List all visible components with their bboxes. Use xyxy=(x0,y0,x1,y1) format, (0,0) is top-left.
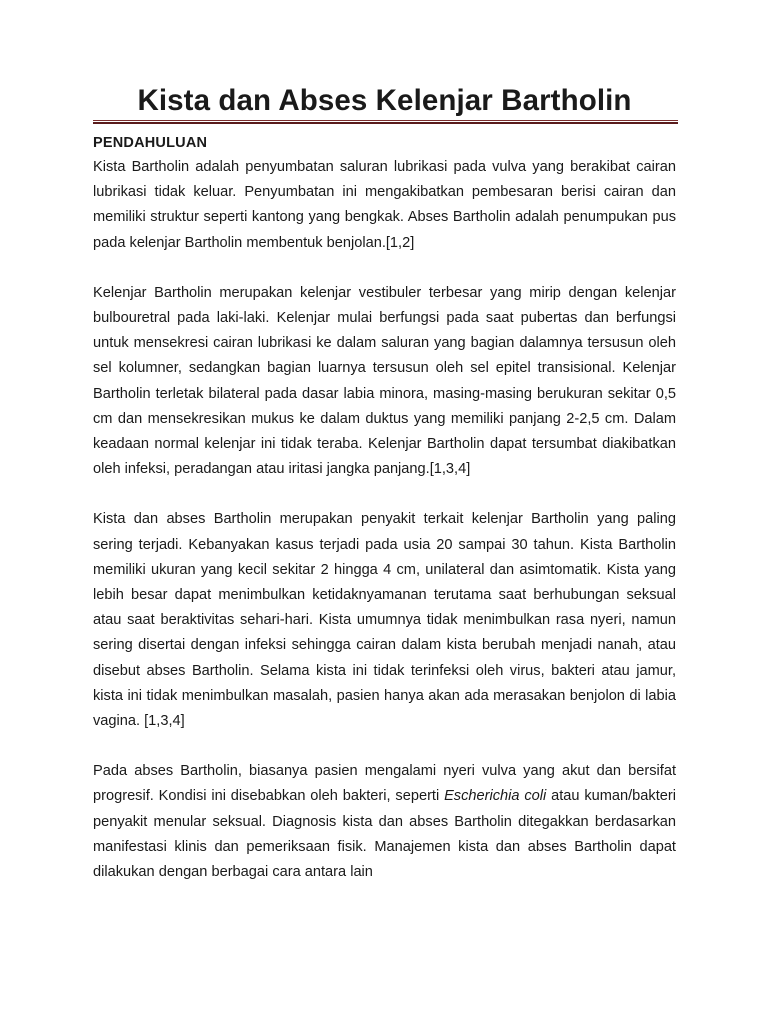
paragraph-4-text-a: Pada abses Bartholin, biasanya pasien mengalami nyeri vulva yang akut dan bersifat progresif. Kondisi ini disebabkan oleh bakteri, seperti xyxy=(93,763,676,805)
document-page xyxy=(93,82,676,885)
paragraph-1: Kista Bartholin adalah penyumbatan saluran lubrikasi pada vulva yang berakibat cairan lubrikasi tidak keluar. Penyumbatan ini mengakibatkan pembesaran berisi cairan dan memiliki struktur seperti kantong yang bengkak. Abses Bartholin adalah penumpukan pus pada kelenjar Bartholin membentuk benjolan.[1,2] xyxy=(93,159,676,251)
species-name-italic: Escherichia coli xyxy=(444,788,547,805)
section-heading: PENDAHULUAN xyxy=(93,135,208,151)
paragraph-4 xyxy=(93,759,676,885)
paragraph-2: Kelenjar Bartholin merupakan kelenjar vestibuler terbesar yang mirip dengan kelenjar bulbouretral pada laki-laki. Kelenjar mulai berfungsi pada saat pubertas dan berfungsi untuk mensekresi cairan lubrikasi ke dalam saluran yang bagian dalamnya tersusun oleh sel kolumner, sedangkan bagian luarnya tersusun oleh sel epitel transisional. Kelenjar Bartholin terletak bilateral pada dasar labia minora, masing-masing berukuran sekitar 0,5 cm dan mensekresikan mukus ke dalam duktus yang memiliki panjang 2-2,5 cm. Dalam keadaan normal kelenjar ini tidak teraba. Kelenjar Bartholin dapat tersumbat diakibatkan oleh infeksi, peradangan atau iritasi jangka panjang.[1,3,4] xyxy=(93,284,676,478)
document-title: Kista dan Abses Kelenjar Bartholin xyxy=(137,84,632,117)
paragraph-4-text-b: atau kuman/bakteri penyakit menular seksual. Diagnosis kista dan abses Bartholin ditegakkan berdasarkan manifestasi klinis dan pemeriksaan fisik. Manajemen kista dan abses Bartholin dapat dilakukan dengan berbagai cara antara lain xyxy=(93,788,676,881)
title-underline-rule xyxy=(93,120,678,124)
paragraph-3: Kista dan abses Bartholin merupakan penyakit terkait kelenjar Bartholin yang paling sering terjadi. Kebanyakan kasus terjadi pada usia 20 sampai 30 tahun. Kista Bartholin memiliki ukuran yang kecil sekitar 2 hingga 4 cm, unilateral dan asimtomatik. Kista yang lebih besar dapat menimbulkan ketidaknyamanan terutama saat berhubungan seksual atau saat beraktivitas sehari-hari. Kista umumnya tidak menimbulkan rasa nyeri, namun sering disertai dengan infeksi sehingga cairan dalam kista berubah menjadi nanah, atau disebut abses Bartholin. Selama kista ini tidak terinfeksi oleh virus, bakteri atau jamur, kista ini tidak menimbulkan masalah, pasien hanya akan ada merasakan benjolon di labia vagina. [1,3,4] xyxy=(93,511,676,730)
